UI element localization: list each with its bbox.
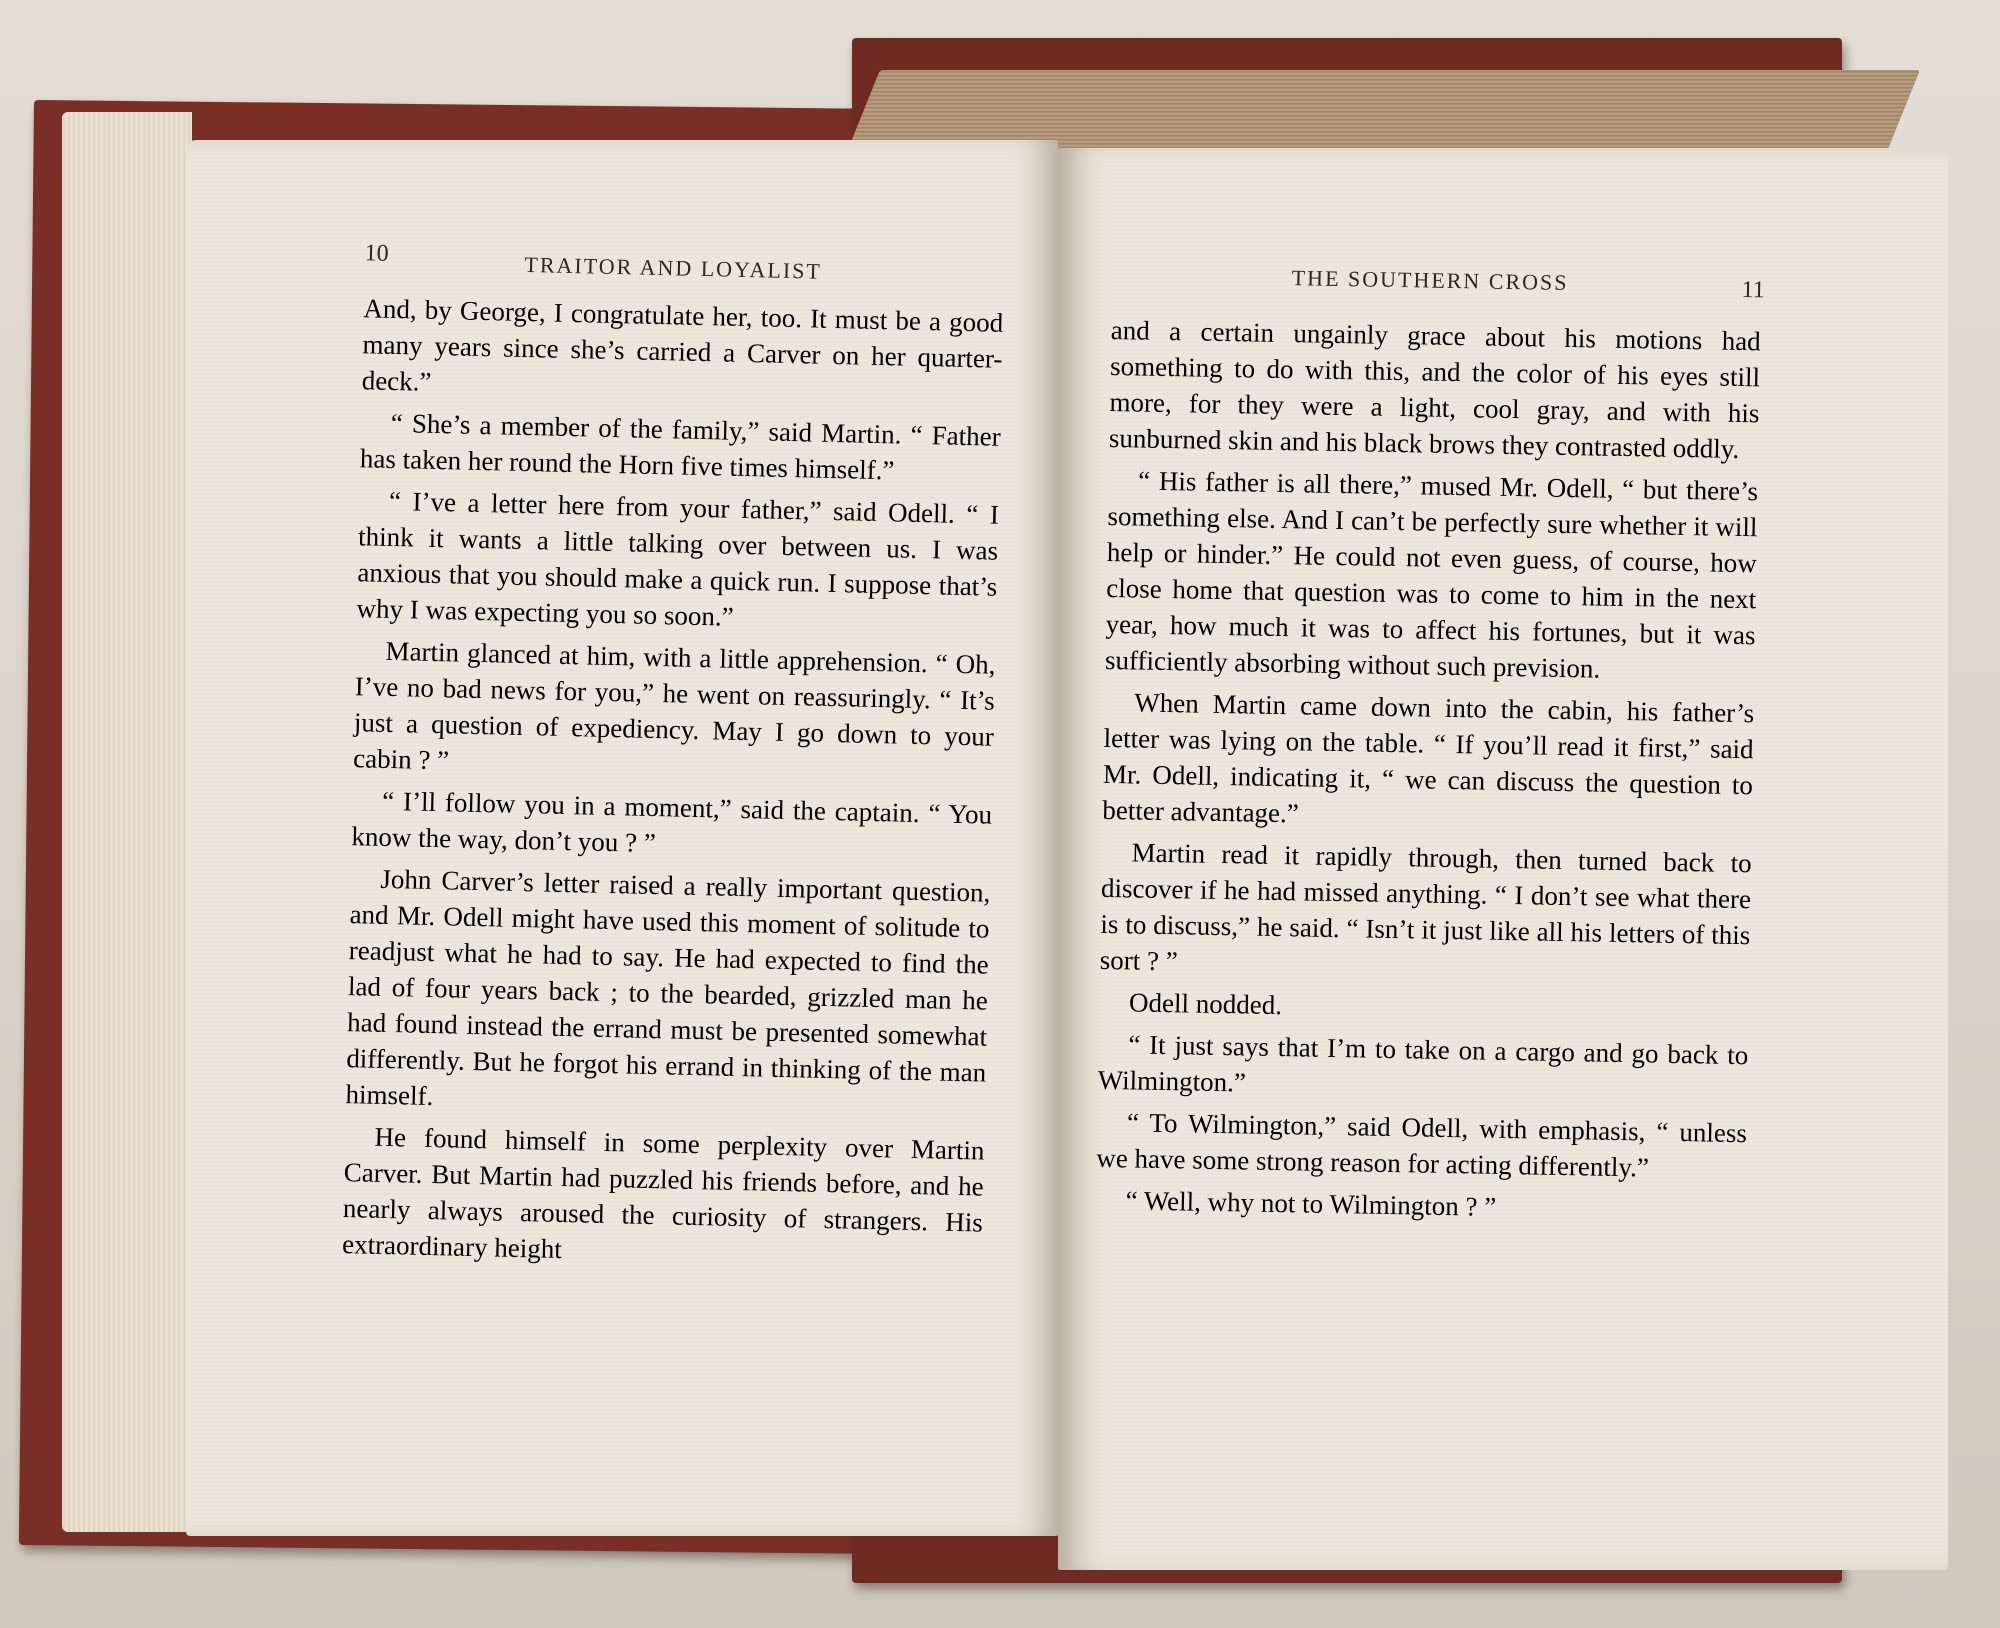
paragraph: “ She’s a member of the family,” said Martin. “ Father has taken her round the Horn five times himself.” [359, 407, 1001, 486]
paragraph: and a certain ungainly grace about his motions had something to do with this, and the color of his eyes still more, for they were a light, cool gray, and with his sunburned skin and his black brows they contrasted oddly. [1108, 314, 1761, 464]
page-number: 11 [1741, 276, 1765, 304]
paragraph: And, by George, I congratulate her, too. It must be a good many years since she’s carried a Carver on her quarter-deck.” [361, 293, 1004, 397]
page-number: 10 [364, 240, 389, 267]
paragraph: “ I’ve a letter here from your father,” said Odell. “ I think it wants a little talking over between us. I was anxious that you should make a quick run. I suppose that’s why I was expecting you so soon.” [356, 485, 1000, 632]
right-page-text [1095, 312, 1761, 1229]
left-page-text [342, 290, 1004, 1276]
paragraph: “ Well, why not to Wilmington ? ” [1125, 1185, 1497, 1222]
paragraph: “ To Wilmington,” said Odell, with emphasis, “ unless we have some strong reason for acting differently.” [1096, 1107, 1748, 1183]
running-title: THE SOUTHERN CROSS [1291, 265, 1569, 295]
paragraph: Martin glanced at him, with a little apprehension. “ Oh, I’ve no bad news for you,” he went on reassuringly. “ It’s just a question of expediency. May I go down to your cabin ? ” [352, 635, 996, 776]
paragraph: Odell nodded. [1128, 987, 1283, 1021]
paragraph: He found himself in some perplexity over Martin Carver. But Martin had puzzled his friends before, and he nearly always aroused the curiosity of strangers. His extraordinary height [341, 1121, 985, 1265]
paragraph: When Martin came down into the cabin, his father’s letter was lying on the table. “ If you’ll read it first,” said Mr. Odell, indicating it, “ we can discuss the question to better advantage.” [1102, 687, 1755, 829]
right-page-content [1095, 262, 1892, 1237]
running-title: TRAITOR AND LOYALIST [524, 251, 823, 284]
paragraph: “ His father is all there,” mused Mr. Odell, “ but there’s something else. And I can’t be perfectly sure whether it will help or hinder.” He could not even guess, of course, how close home that question was to come to him in the next year, how much it was to affect his fortunes, but it was sufficiently absorbing without such prevision. [1104, 465, 1759, 684]
left-page-content [152, 236, 1015, 1283]
paragraph: Martin read it rapidly through, then turned back to discover if he had missed anything. “ I don’t see what there is to discuss,” he said. “ Isn’t it just like all his letters of this sort ? ” [1099, 837, 1752, 977]
paragraph: “ I’ll follow you in a moment,” said the captain. “ You know the way, don’t you ? ” [351, 785, 993, 859]
paragraph: John Carver’s letter raised a really important question, and Mr. Odell might have used this moment of solitude to readjust what he had to say. He had expected to find the lad of four years back ; to the bearded, grizzled man he had found instead the errand must be presented somewhat differently. But he forgot his errand in thinking of the man himself. [345, 863, 991, 1112]
paragraph: “ It just says that I’m to take on a cargo and go back to Wilmington.” [1097, 1029, 1749, 1098]
